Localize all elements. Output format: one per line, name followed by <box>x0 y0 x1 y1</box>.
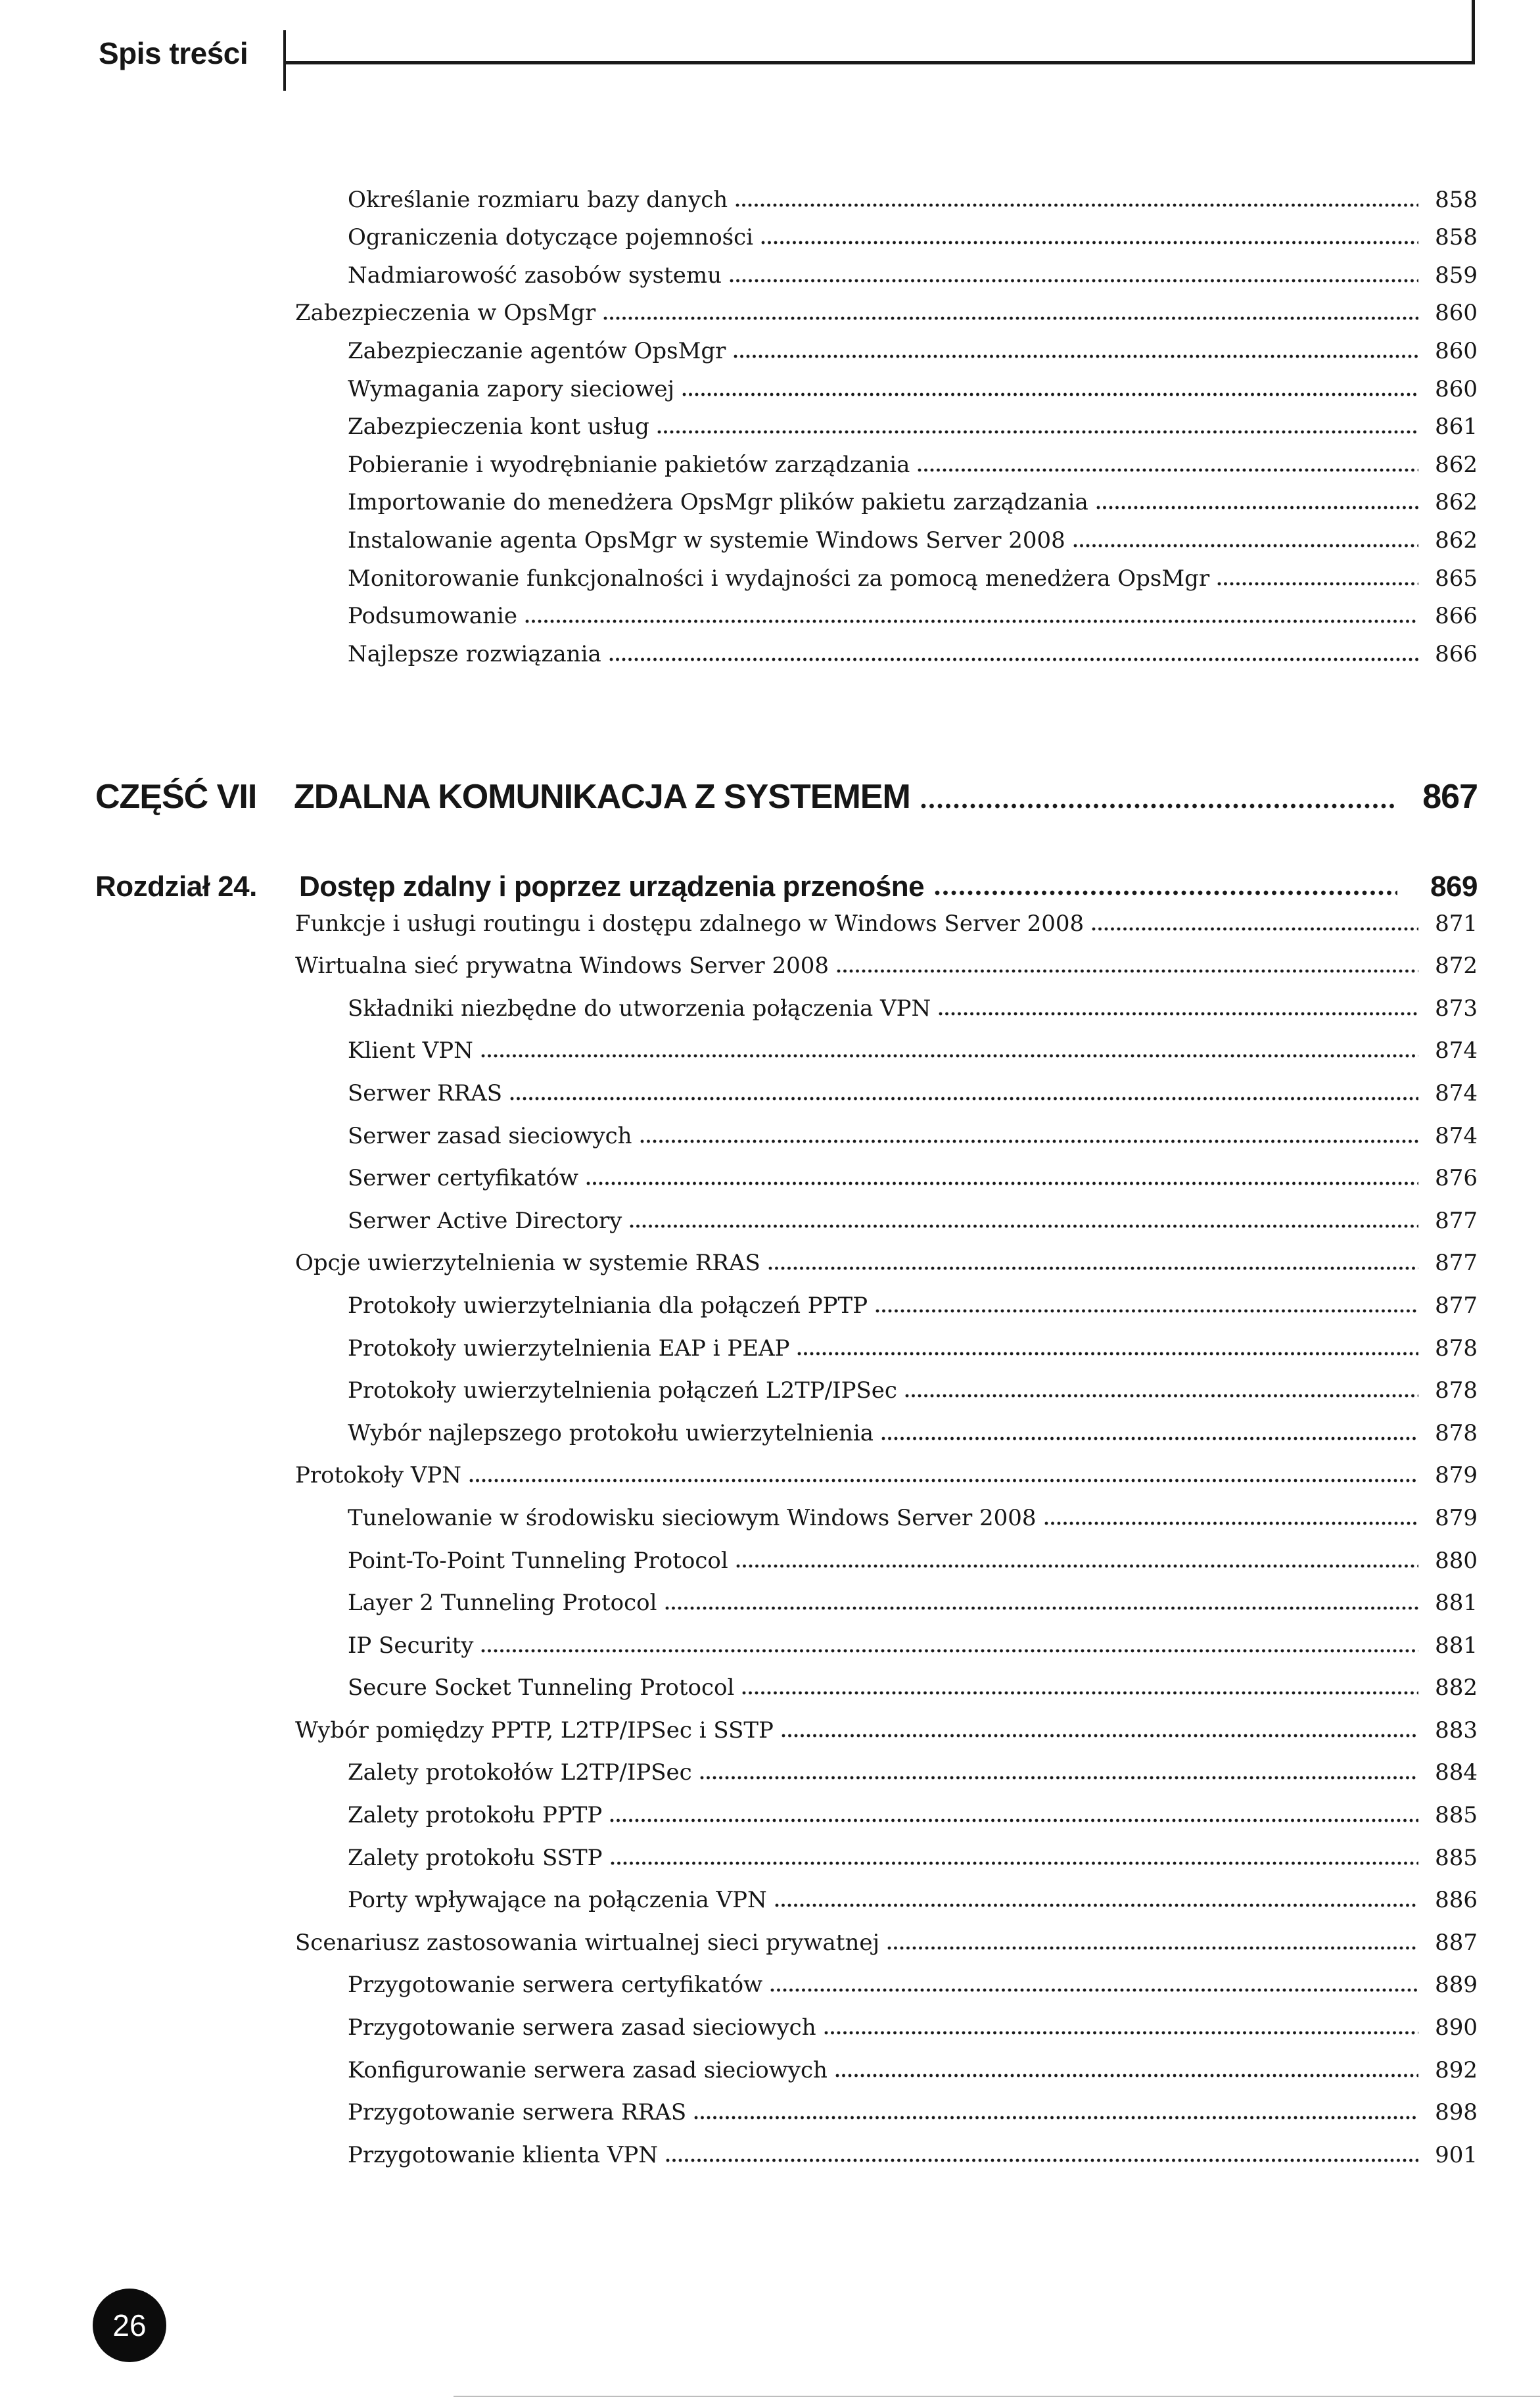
dot-leader <box>887 1946 1418 1950</box>
toc-entry <box>0 1195 1540 1238</box>
page-number-badge <box>93 2289 166 2362</box>
toc-entry <box>0 1450 1540 1493</box>
toc-entry-title: Tunelowanie w środowisku sieciowym Windows Server 2008 <box>348 1504 1037 1531</box>
toc-entry-title: Zalety protokołów L2TP/IPSec <box>348 1759 692 1786</box>
dot-leader <box>611 1861 1418 1865</box>
toc-entry-page: 879 <box>1435 1504 1478 1531</box>
toc-entry-title: Porty wpływające na połączenia VPN <box>348 1887 767 1914</box>
toc-entry-page: 887 <box>1435 1929 1478 1956</box>
toc-entry-page: 866 <box>1435 640 1478 667</box>
toc-entry <box>0 1875 1540 1918</box>
toc-entry <box>0 1960 1540 2003</box>
toc-entry-page: 874 <box>1435 1037 1478 1064</box>
dot-leader <box>835 2074 1418 2078</box>
toc-entry <box>0 1535 1540 1578</box>
toc-entry <box>0 1408 1540 1450</box>
toc-entry-page: 865 <box>1435 565 1478 592</box>
toc-entry-title: Serwer zasad sieciowych <box>348 1122 632 1149</box>
toc-entry <box>0 482 1540 520</box>
dot-leader <box>735 203 1418 207</box>
toc-entry <box>0 1153 1540 1196</box>
dot-leader <box>630 1224 1418 1228</box>
toc-entry-page: 872 <box>1435 953 1478 980</box>
toc-entry <box>0 1026 1540 1068</box>
toc-entry-page: 882 <box>1435 1675 1478 1701</box>
toc-entry-page: 866 <box>1435 603 1478 630</box>
toc-entry-title: Zabezpieczenia w OpsMgr <box>295 300 596 327</box>
toc-entry <box>0 1068 1540 1110</box>
toc-entry <box>0 519 1540 558</box>
dot-leader <box>730 279 1418 283</box>
dot-leader <box>481 1054 1418 1058</box>
dot-leader <box>665 1606 1418 1610</box>
dot-leader <box>905 1394 1418 1398</box>
dot-leader <box>736 1564 1418 1568</box>
toc-entry <box>0 368 1540 406</box>
dot-leader <box>1044 1521 1418 1525</box>
toc-entry-page: 878 <box>1435 1419 1478 1446</box>
dot-leader <box>935 890 1397 895</box>
toc-entry <box>0 983 1540 1026</box>
toc-entry <box>0 293 1540 331</box>
toc-entry-title: Wybór najlepszego protokołu uwierzytelnienia <box>348 1419 874 1446</box>
toc-entry-title: Monitorowanie funkcjonalności i wydajności za pomocą menedżera OpsMgr <box>348 565 1210 592</box>
dot-leader <box>837 969 1418 973</box>
dot-leader <box>918 468 1418 472</box>
toc-entry <box>0 217 1540 255</box>
dot-leader <box>603 316 1418 320</box>
toc-entry-title: Składniki niezbędne do utworzenia połączenia VPN <box>348 995 931 1022</box>
toc-entry <box>0 1747 1540 1790</box>
chapter-title: Dostęp zdalny i poprzez urządzenia przenośne <box>299 870 925 903</box>
toc-entry-title: Serwer certyfikatów <box>348 1165 579 1192</box>
dot-leader <box>881 1437 1418 1440</box>
toc-entry <box>0 1110 1540 1153</box>
part-title: ZDALNA KOMUNIKACJA Z SYSTEMEM <box>294 778 910 816</box>
toc-entry <box>0 1280 1540 1323</box>
toc-entry-title: Protokoły uwierzytelnienia EAP i PEAP <box>348 1335 790 1362</box>
dot-leader <box>609 657 1418 661</box>
toc-entry <box>0 1492 1540 1535</box>
dot-leader <box>510 1097 1418 1101</box>
toc-entry-page: 862 <box>1435 527 1478 554</box>
toc-entry-page: 892 <box>1435 2056 1478 2083</box>
header-right-edge-line <box>1472 0 1475 64</box>
toc-entry-title: Secure Socket Tunneling Protocol <box>348 1675 735 1701</box>
toc-entry-title: Najlepsze rozwiązania <box>348 640 601 667</box>
toc-entry-page: 862 <box>1435 489 1478 516</box>
page-title: Spis treści <box>99 36 248 70</box>
toc-entry <box>0 1578 1540 1621</box>
toc-entry-page: 860 <box>1435 300 1478 327</box>
toc-entry-title: Layer 2 Tunneling Protocol <box>348 1590 657 1617</box>
toc-entry-page: 881 <box>1435 1590 1478 1617</box>
toc-entry-page: 871 <box>1435 910 1478 937</box>
toc-entry-page: 884 <box>1435 1759 1478 1786</box>
toc-entry <box>0 1917 1540 1960</box>
toc-entry <box>0 2002 1540 2045</box>
dot-leader <box>610 1818 1418 1822</box>
toc-entry-title: Określanie rozmiaru bazy danych <box>348 186 728 213</box>
toc-entry <box>0 941 1540 984</box>
toc-entry-page: 859 <box>1435 262 1478 289</box>
dot-leader <box>761 241 1418 245</box>
toc-entry-page: 885 <box>1435 1802 1478 1829</box>
header-tick-line <box>283 30 286 91</box>
toc-entry-title: IP Security <box>348 1632 474 1659</box>
toc-entry-title: Zabezpieczenia kont usług <box>348 414 649 440</box>
dot-leader <box>770 1988 1418 1992</box>
toc-entry-page: 874 <box>1435 1080 1478 1106</box>
toc-entry-title: Protokoły uwierzytelniania dla połączeń PPTP <box>348 1292 868 1319</box>
toc-entry-page: 877 <box>1435 1250 1478 1277</box>
page-number: 26 <box>112 2308 147 2342</box>
toc-entry-title: Protokoły VPN <box>295 1462 462 1489</box>
toc-entry-title: Zalety protokołu PPTP <box>348 1802 603 1829</box>
toc-entry-title: Wybór pomiędzy PPTP, L2TP/IPSec i SSTP <box>295 1717 774 1744</box>
dot-leader <box>481 1649 1418 1653</box>
toc-entry-page: 878 <box>1435 1335 1478 1362</box>
toc-entry <box>0 179 1540 217</box>
toc-entry <box>0 898 1540 941</box>
toc-entry-page: 858 <box>1435 186 1478 213</box>
toc-entry <box>0 2129 1540 2172</box>
toc-entry-title: Podsumowanie <box>348 603 518 630</box>
dot-leader <box>768 1266 1418 1270</box>
toc-entry-title: Wymagania zapory sieciowej <box>348 375 675 402</box>
dot-leader <box>700 1776 1418 1780</box>
dot-leader <box>875 1309 1418 1313</box>
toc-entry-title: Zabezpieczanie agentów OpsMgr <box>348 337 726 364</box>
toc-entry-page: 889 <box>1435 1972 1478 1999</box>
toc-entry <box>0 596 1540 634</box>
toc-entry <box>0 2087 1540 2130</box>
toc-entry-title: Zalety protokołu SSTP <box>348 1844 603 1871</box>
toc-entry-page: 876 <box>1435 1165 1478 1192</box>
chapter-page-number: 869 <box>1430 870 1478 903</box>
toc-entry <box>0 1323 1540 1366</box>
toc-entry-title: Funkcje i usługi routingu i dostępu zdalnego w Windows Server 2008 <box>295 910 1085 937</box>
toc-entry-page: 890 <box>1435 2014 1478 2041</box>
toc-entry-page: 862 <box>1435 451 1478 478</box>
toc-entry <box>0 633 1540 671</box>
toc-entry-page: 879 <box>1435 1462 1478 1489</box>
toc-entry-page: 901 <box>1435 2141 1478 2168</box>
toc-entry-title: Przygotowanie serwera RRAS <box>348 2099 687 2126</box>
toc-entry-title: Point-To-Point Tunneling Protocol <box>348 1547 728 1574</box>
toc-entry <box>0 330 1540 368</box>
toc-entry-page: 873 <box>1435 995 1478 1022</box>
chapter-label: Rozdział 24. <box>95 870 257 903</box>
toc-entry-page: 885 <box>1435 1844 1478 1871</box>
dot-leader <box>939 1012 1418 1016</box>
toc-entry-title: Przygotowanie klienta VPN <box>348 2141 658 2168</box>
part-page-number: 867 <box>1422 778 1478 816</box>
toc-list-block1 <box>0 179 1540 671</box>
toc-entry-title: Klient VPN <box>348 1037 473 1064</box>
toc-entry-page: 898 <box>1435 2099 1478 2126</box>
toc-entry-title: Wirtualna sieć prywatna Windows Server 2008 <box>295 953 829 980</box>
dot-leader <box>666 2158 1418 2162</box>
toc-entry-page: 858 <box>1435 224 1478 251</box>
toc-entry-page: 877 <box>1435 1207 1478 1234</box>
dot-leader <box>921 803 1397 809</box>
dot-leader <box>734 354 1418 358</box>
dot-leader <box>586 1181 1418 1185</box>
toc-entry-page: 877 <box>1435 1292 1478 1319</box>
toc-entry <box>0 1790 1540 1832</box>
toc-entry-title: Opcje uwierzytelnienia w systemie RRAS <box>295 1250 760 1277</box>
toc-entry-title: Scenariusz zastosowania wirtualnej sieci prywatnej <box>295 1929 880 1956</box>
dot-leader <box>657 430 1418 434</box>
toc-entry <box>0 406 1540 444</box>
scan-edge-artifact <box>454 2396 1540 2397</box>
toc-entry-page: 874 <box>1435 1122 1478 1149</box>
part-header <box>0 774 1540 817</box>
toc-entry-title: Konfigurowanie serwera zasad sieciowych <box>348 2056 828 2083</box>
dot-leader <box>775 1903 1418 1907</box>
toc-entry <box>0 254 1540 293</box>
toc-entry-title: Ograniczenia dotyczące pojemności <box>348 224 754 251</box>
dot-leader <box>1092 927 1418 931</box>
dot-leader <box>682 392 1418 396</box>
dot-leader <box>797 1352 1418 1356</box>
dot-leader <box>742 1691 1418 1695</box>
toc-entry-page: 878 <box>1435 1377 1478 1404</box>
toc-entry <box>0 1705 1540 1747</box>
toc-entry-title: Serwer RRAS <box>348 1080 502 1106</box>
toc-entry-title: Przygotowanie serwera certyfikatów <box>348 1972 763 1999</box>
toc-entry-title: Protokoły uwierzytelnienia połączeń L2TP/IPSec <box>348 1377 897 1404</box>
toc-entry <box>0 1238 1540 1281</box>
toc-entry-page: 860 <box>1435 337 1478 364</box>
toc-entry-title: Instalowanie agenta OpsMgr w systemie Windows Server 2008 <box>348 527 1065 554</box>
toc-entry <box>0 558 1540 596</box>
toc-entry <box>0 1663 1540 1705</box>
toc-entry <box>0 1832 1540 1875</box>
toc-entry-title: Importowanie do menedżera OpsMgr plików pakietu zarządzania <box>348 489 1088 516</box>
dot-leader <box>1217 582 1418 586</box>
toc-entry-title: Pobieranie i wyodrębnianie pakietów zarządzania <box>348 451 910 478</box>
dot-leader <box>525 619 1418 623</box>
toc-entry-page: 860 <box>1435 375 1478 402</box>
dot-leader <box>1073 544 1418 548</box>
toc-entry-page: 881 <box>1435 1632 1478 1659</box>
toc-entry-title: Przygotowanie serwera zasad sieciowych <box>348 2014 816 2041</box>
part-label: CZĘŚĆ VII <box>95 778 257 816</box>
toc-entry <box>0 1366 1540 1408</box>
toc-entry <box>0 2045 1540 2087</box>
toc-entry-page: 880 <box>1435 1547 1478 1574</box>
dot-leader <box>694 2116 1418 2120</box>
dot-leader <box>640 1139 1418 1143</box>
toc-entry <box>0 444 1540 482</box>
toc-entry <box>0 1620 1540 1663</box>
dot-leader <box>1096 506 1418 510</box>
toc-list-block2 <box>0 898 1540 2172</box>
header-rule <box>283 61 1474 64</box>
dot-leader <box>824 2031 1418 2035</box>
toc-entry-title: Serwer Active Directory <box>348 1207 622 1234</box>
toc-entry-title: Nadmiarowość zasobów systemu <box>348 262 722 289</box>
dot-leader <box>469 1479 1418 1483</box>
toc-entry-page: 886 <box>1435 1887 1478 1914</box>
toc-entry-page: 883 <box>1435 1717 1478 1744</box>
toc-entry-page: 861 <box>1435 414 1478 440</box>
dot-leader <box>782 1734 1418 1738</box>
